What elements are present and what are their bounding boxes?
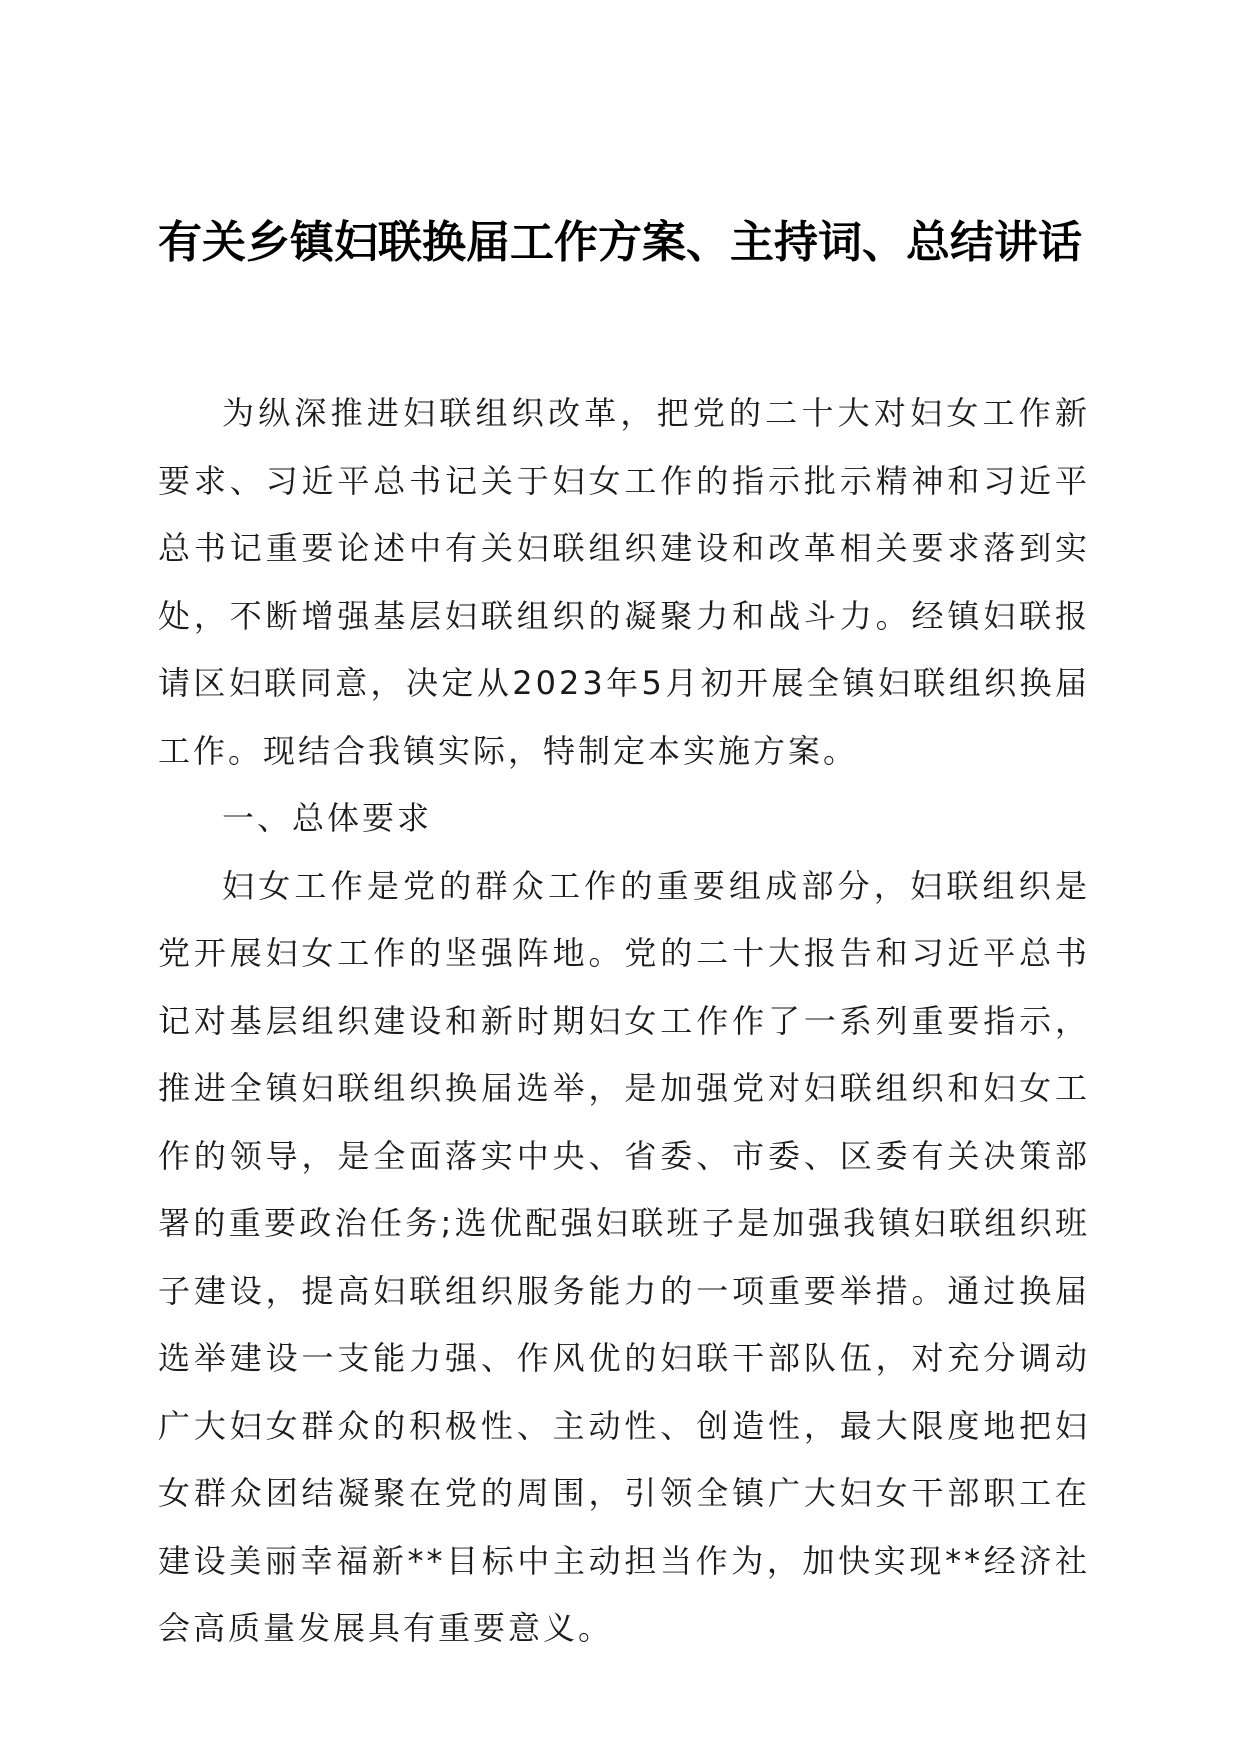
section-paragraph: 妇女工作是党的群众工作的重要组成部分，妇联组织是党开展妇女工作的坚强阵地。党的二十大报告和习近平总书记对基层组织建设和新时期妇女工作作了一系列重要指示，推进全镇妇联组织换届选举，是加强党对妇联组织和妇女工作的领导，是全面落实中央、省委、市委、区委有关决策部署的重要政治任务;选优配强妇联班子是加强我镇妇联组织班子建设，提高妇联组织服务能力的一项重要举措。通过换届选举建设一支能力强、作风优的妇联干部队伍，对充分调动广大妇女群众的积极性、主动性、创造性，最大限度地把妇女群众团结凝聚在党的周围，引领全镇广大妇女干部职工在建设美丽幸福新**目标中主动担当作为，加快实现**经济社会高质量发展具有重要意义。: [158, 866, 1090, 1647]
section-heading: 一、总体要求: [222, 799, 433, 837]
document-title: 有关乡镇妇联换届工作方案、主持词、总结讲话: [158, 217, 1082, 268]
intro-paragraph: 为纵深推进妇联组织改革，把党的二十大对妇女工作新要求、习近平总书记关于妇女工作的指示批示精神和习近平总书记重要论述中有关妇联组织建设和改革相关要求落到实处，不断增强基层妇联组织的凝聚力和战斗力。经镇妇联报请区妇联同意，决定从2023年5月初开展全镇妇联组织换届工作。现结合我镇实际，特制定本实施方案。: [158, 394, 1090, 770]
document-body: [158, 380, 1090, 1663]
